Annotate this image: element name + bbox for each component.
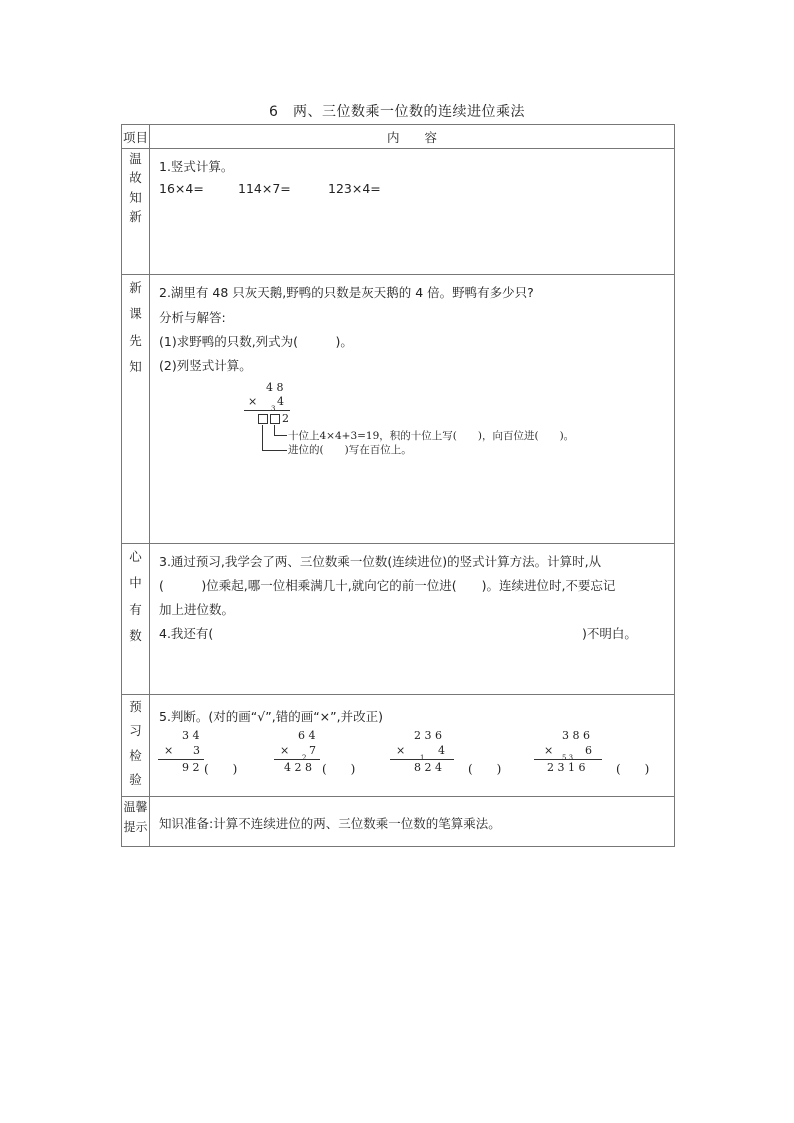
content-wenxin <box>150 797 675 847</box>
leader-line <box>262 425 287 451</box>
item-top: 6 4 <box>298 729 316 742</box>
item-top: 3 8 6 <box>562 729 590 742</box>
item-answer-bracket[interactable]: ( ) <box>468 762 502 776</box>
header-content: 内 容 <box>150 125 675 149</box>
label-char: 故 <box>129 170 142 186</box>
calc-digit: 2 <box>282 412 289 425</box>
note-tens: 十位上4×4+3=19，积的十位上写( )，向百位进( )。 <box>288 430 575 442</box>
content-wengu <box>150 149 675 275</box>
label-xinzhong <box>122 544 150 695</box>
item-mult: 4 <box>438 744 445 757</box>
content-xinzhong <box>150 544 675 695</box>
question-5: 5.判断。(对的画“√”,错的画“×”,并改正) <box>159 709 383 724</box>
page-title: 6 两、三位数乘一位数的连续进位乘法 <box>269 104 525 120</box>
calc-bar <box>244 410 290 411</box>
item-mult: 3 <box>193 744 200 757</box>
item-top: 3 4 <box>182 729 200 742</box>
item-bar <box>158 759 204 760</box>
item-bar <box>274 759 320 760</box>
question-1: 1.竖式计算。 <box>159 159 234 174</box>
item-answer-bracket[interactable]: ( ) <box>204 762 238 776</box>
item-times: × <box>280 744 290 757</box>
analysis-label: 分析与解答: <box>159 310 226 325</box>
label-char: 新 <box>129 280 142 295</box>
label-wengu <box>122 149 150 275</box>
judge-item-3 <box>388 729 518 779</box>
label-char: 温 <box>129 151 142 166</box>
calc-mult: 4 <box>277 395 284 408</box>
question-4-start: 4.我还有( <box>159 626 214 641</box>
expr-3: 123×4= <box>328 181 381 196</box>
label-char: 温馨 <box>123 800 148 814</box>
note-carry: 进位的( )写在百位上。 <box>288 444 412 456</box>
question-4-end: )不明白。 <box>582 626 637 641</box>
lesson-table <box>121 124 675 847</box>
sub-question-1: (1)求野鸭的只数,列式为( )。 <box>159 334 353 349</box>
blank-box <box>258 414 268 424</box>
label-yuxi <box>122 695 150 797</box>
header-project: 项目 <box>122 125 150 149</box>
label-char: 数 <box>129 627 142 643</box>
item-bar <box>390 759 454 760</box>
item-top: 2 3 6 <box>414 729 442 742</box>
judge-item-2 <box>270 729 380 779</box>
blank-box <box>270 414 280 424</box>
item-mult: 6 <box>585 744 592 757</box>
content-yuxi <box>150 695 675 797</box>
item-carry: 1 <box>420 754 425 762</box>
label-char: 先 <box>129 332 142 348</box>
item-times: × <box>396 744 406 757</box>
item-result: 2 3 1 6 <box>547 761 586 774</box>
item-answer-bracket[interactable]: ( ) <box>322 762 356 776</box>
row-xinzhong <box>122 544 675 695</box>
label-char: 知 <box>129 358 142 374</box>
label-wenxin <box>122 797 150 847</box>
label-char: 心 <box>129 549 142 564</box>
calc-carry: 3 <box>271 405 276 413</box>
item-mult: 7 <box>309 744 316 757</box>
label-char: 中 <box>129 575 142 591</box>
item-times: × <box>544 744 554 757</box>
label-char: 预 <box>129 699 142 714</box>
header-row <box>122 125 675 149</box>
item-carry: 5 3 <box>562 754 574 762</box>
question-2: 2.湖里有 48 只灰天鹅,野鸭的只数是灰天鹅的 4 倍。野鸭有多少只? <box>159 285 534 300</box>
label-char: 有 <box>129 601 142 617</box>
item-answer-bracket[interactable]: ( ) <box>616 762 650 776</box>
item-result: 4 2 8 <box>284 761 312 774</box>
content-xinke <box>150 275 675 544</box>
row-xinke <box>122 275 675 544</box>
label-xinke <box>122 275 150 544</box>
row-wenxin <box>122 797 675 847</box>
item-times: × <box>164 744 174 757</box>
judge-item-1 <box>154 729 254 779</box>
label-char: 知 <box>129 189 142 205</box>
label-char: 习 <box>129 723 142 739</box>
label-char: 验 <box>129 772 142 788</box>
calc-times: × <box>248 395 258 408</box>
judge-item-4 <box>532 729 672 779</box>
tip-text: 知识准备:计算不连续进位的两、三位数乘一位数的笔算乘法。 <box>159 816 501 831</box>
label-char: 课 <box>129 306 142 322</box>
question-3-line3: 加上进位数。 <box>159 602 235 617</box>
question-3-line2: ( )位乘起,哪一位相乘满几十,就向它的前一位进( )。连续进位时,不要忘记 <box>159 578 616 593</box>
item-result: 8 2 4 <box>414 761 442 774</box>
expr-1: 16×4= <box>159 181 204 196</box>
calc-top: 4 8 <box>266 381 284 394</box>
item-bar <box>534 759 602 760</box>
label-char: 提示 <box>123 820 148 835</box>
sub-question-2: (2)列竖式计算。 <box>159 358 252 373</box>
row-wengu <box>122 149 675 275</box>
item-result: 9 2 <box>182 761 200 774</box>
label-char: 检 <box>129 747 142 763</box>
question-3-line1: 3.通过预习,我学会了两、三位数乘一位数(连续进位)的竖式计算方法。计算时,从 <box>159 554 602 569</box>
row-yuxi <box>122 695 675 797</box>
label-char: 新 <box>129 209 142 225</box>
expr-2: 114×7= <box>238 181 291 196</box>
item-carry: 2 <box>302 754 307 762</box>
